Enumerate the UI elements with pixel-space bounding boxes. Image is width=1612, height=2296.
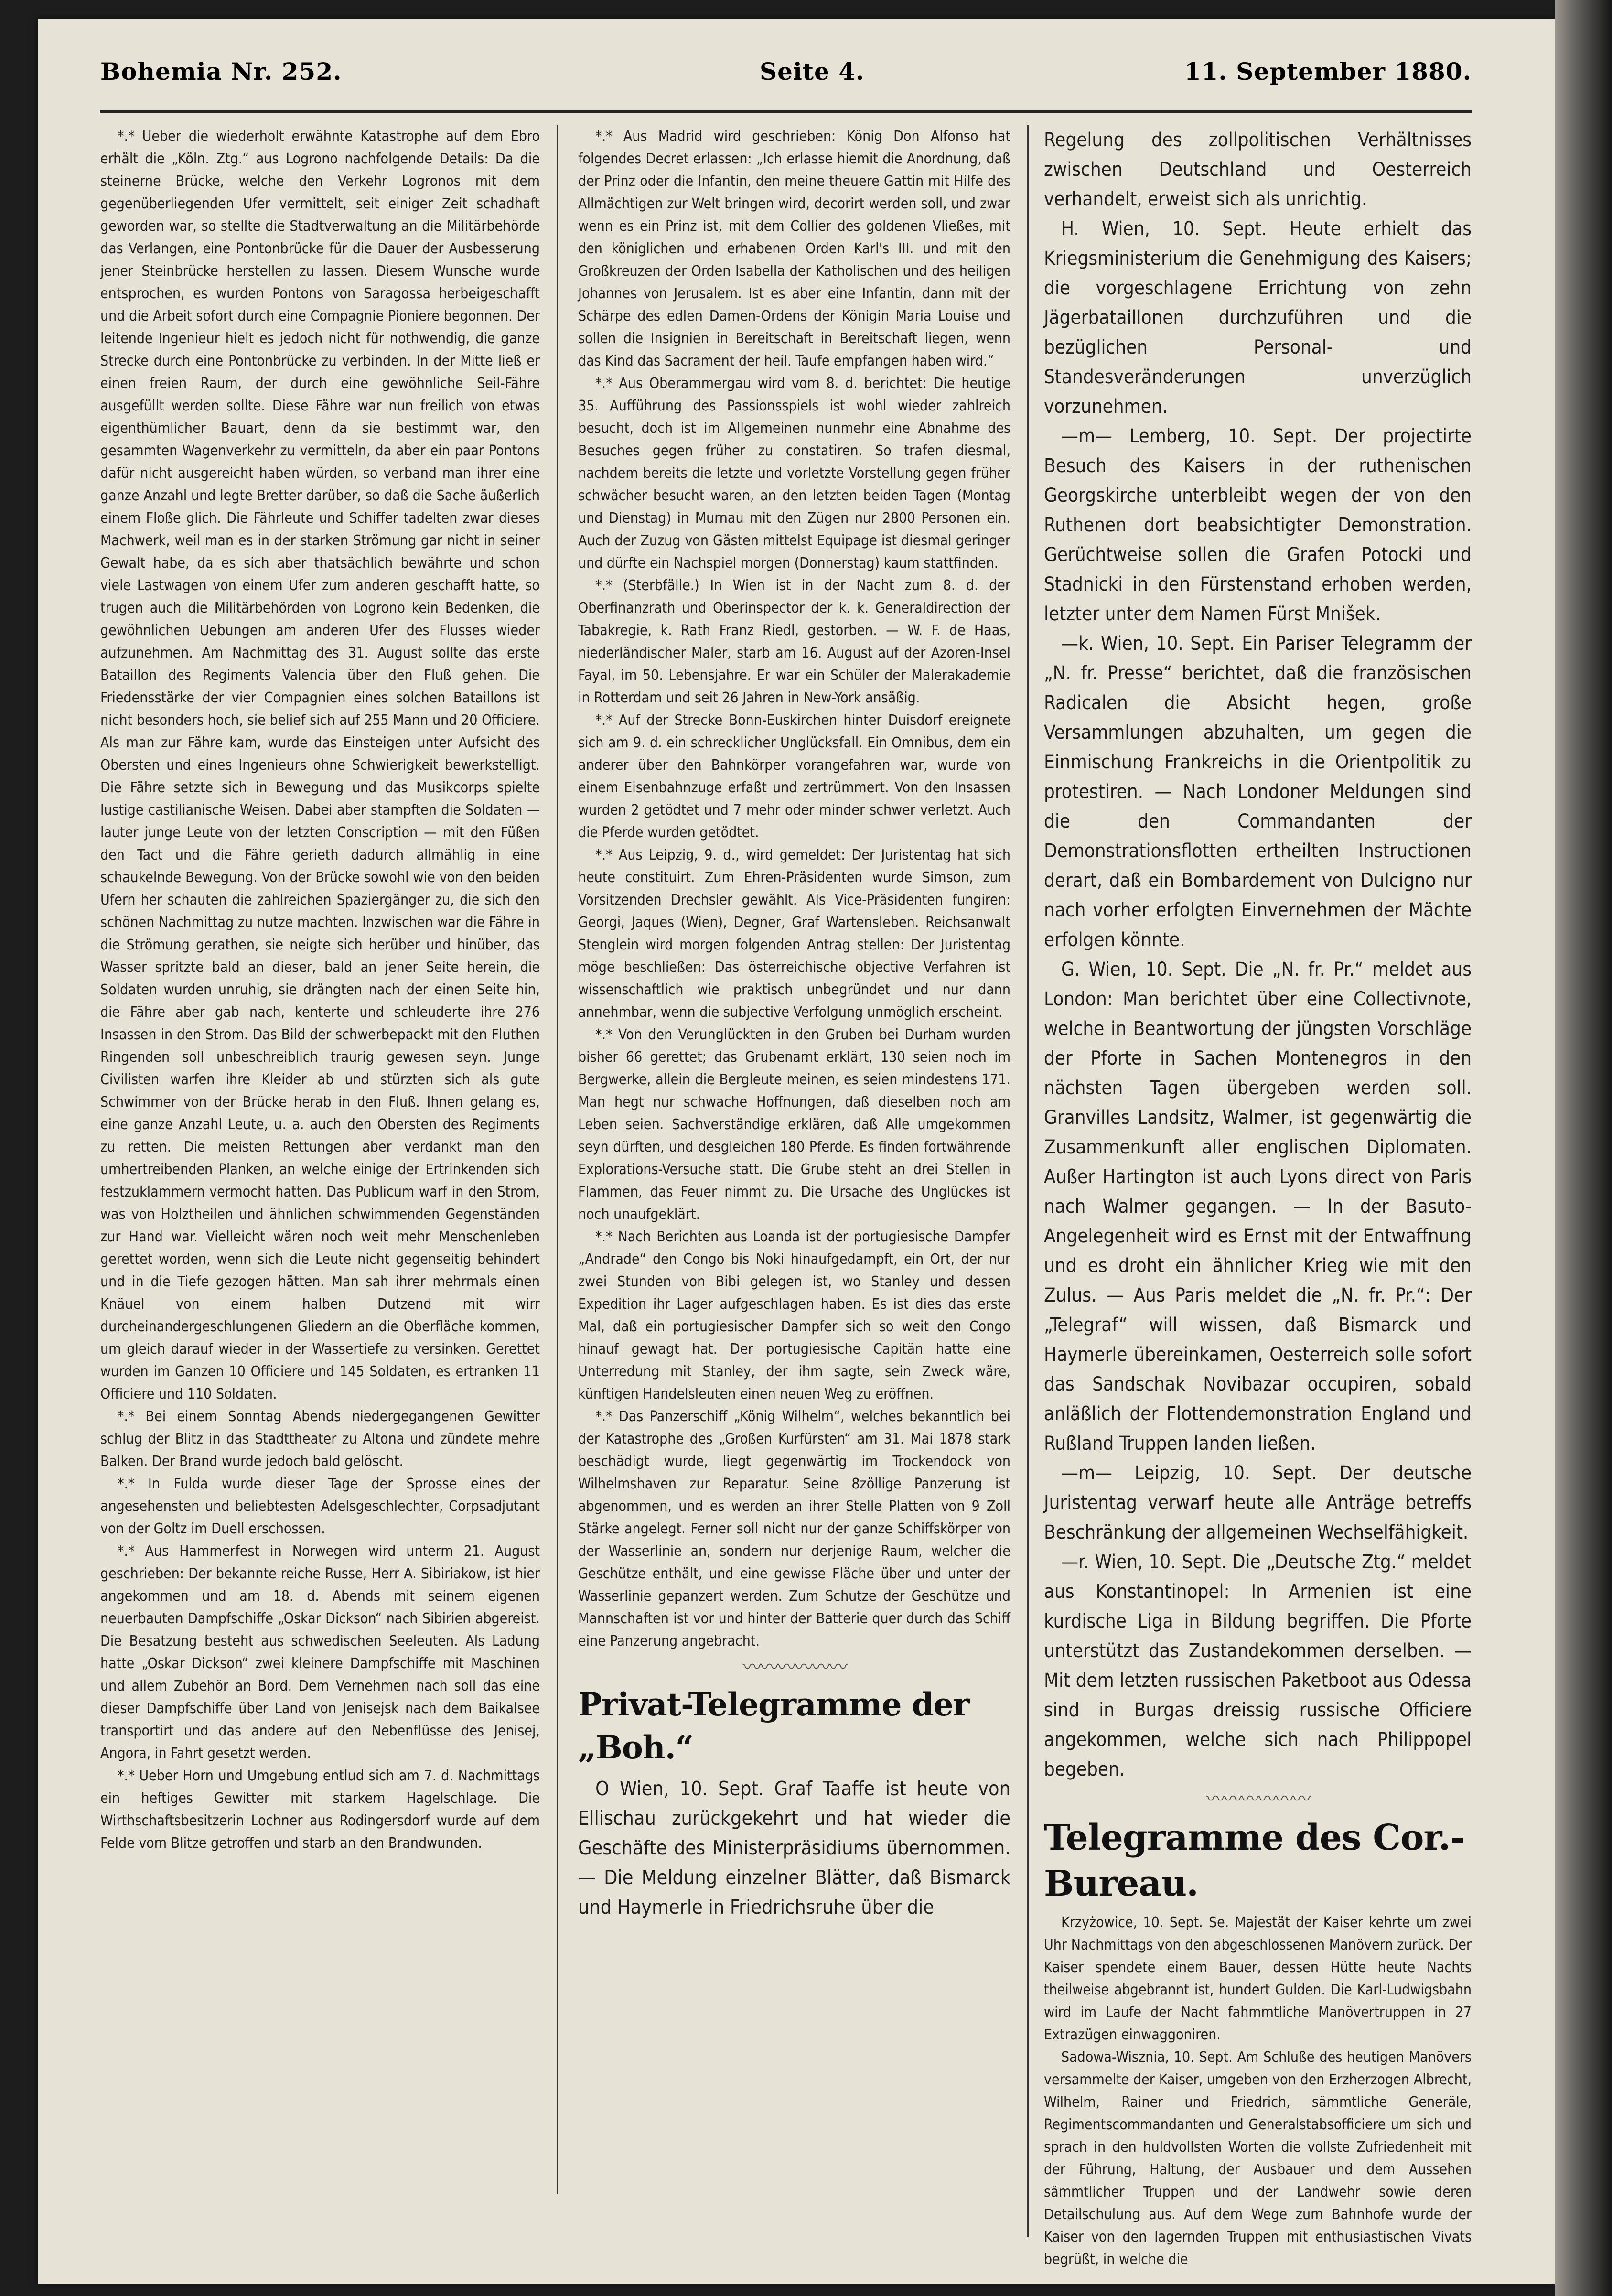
article-hammerfest: *.* Aus Hammerfest in Norwegen wird unterm 21. August geschrieben: Der bekannte reiche Russe, Herr A. Sibiriakow, ist hier angekommen und am 18. d. Abends mit seinem eigenen neuerbauten Dampfschiffe „Oskar Dickson“ nach Sibirien abgereist. Die Besatzung besteht aus schwedischen Seeleuten. Als Ladung hatte „Oskar Dickson“ zwei kleinere Dampfschiffe mit Maschinen und allem Zubehör an Bord. Dem Vernehmen nach soll das eine dieser Dampfschiffe über Land von Jenisejsk nach dem Baikalsee transportirt und das andere auf den Nebenflüsse des Jenisej, Angora, in Fahrt gesetzt werden. (100, 1543, 540, 1762)
page-edge-shadow (1555, 0, 1612, 2296)
article-leipzig-juristentag: *.* Aus Leipzig, 9. d., wird gemeldet: Der Juristentag hat sich heute constituirt. Zum Ehren-Präsidenten wurde Simson, zum Vorsitzenden Drechsler gewählt. Als Vice-Präsidenten fungiren: Georgi, Jaques (Wien), Degner, Graf Wartensleben. Reichsanwalt Stenglein wird morgen folgenden Antrag stellen: Der Juristentag möge beschließen: Das österreichische objective Verfahren ist wissenschaftlich wie praktisch unbegründet und nur dann annehmbar, wenn die subjective Verfolgung unmöglich erscheint. (578, 847, 1010, 1021)
telegram-sadowa-wisznia: Sadowa-Wisznia, 10. Sept. Am Schluße des heutigen Manövers versammelte der Kaiser, umgeben von den Erzherzogen Albrecht, Wilhelm, Rainer und Friedrich, sämmtliche Generäle, Regimentscommandanten und Generalstabsofficiere um sich und sprach in den huldvollsten Worten die vollste Zufriedenheit mit der Führung, Haltung, der Ausbauer und dem Aussehen sämmtlicher Truppen und der Landwehr sowie deren Detailschulung aus. Auf dem Wege zum Bahnhofe wurde der Kaiser von den lagernden Truppen mit enthusiastischen Vivats begrüßt, in welche die (1044, 2049, 1472, 2268)
article-fulda-duel: *.* In Fulda wurde dieser Tage der Sprosse eines der angesehensten und beliebtesten Adelsgeschlechter, Corpsadjutant von der Goltz im Duell erschossen. (100, 1476, 540, 1537)
article-madrid-decree: *.* Aus Madrid wird geschrieben: König Don Alfonso hat folgendes Decret erlassen: „Ich erlasse hiemit die Anordnung, daß der Prinz oder die Infantin, den meine theuere Gattin mit Hilfe des Allmächtigen zur Welt bringen wird, decorirt werden soll, und zwar wenn es ein Prinz ist, mit dem Collier des goldenen Vließes, mit den königlichen und erhabenen Orden Karl's III. und mit den Großkreuzen der Orden Isabella der Katholischen und des heiligen Johannes von Jerusalem. Ist es aber eine Infantin, dann mit der Schärpe des edlen Damen-Ordens der Königin Maria Louise und sollen die Insignien in Bereitschaft in Bereitschaft liegen, wenn das Kind das Sacrament der heil. Taufe empfangen haben wird.“ (578, 128, 1010, 369)
column-rule-2 (1027, 125, 1029, 2237)
section-divider-2: 〰〰〰〰〰〰 (1206, 1788, 1310, 1810)
telegram-leipzig: —m— Leipzig, 10. Sept. Der deutsche Juristentag verwarf heute alle Anträge betreffs Beschränkung der allgemeinen Wechselfähigkeit. (1044, 1462, 1472, 1543)
article-altona-lightning: *.* Bei einem Sonntag Abends niedergegangenen Gewitter schlug der Blitz in das Stadttheater zu Altona und zündete mehre Balken. Der Brand wurde jedoch bald gelöscht. (100, 1408, 540, 1470)
column-3 (1044, 125, 1472, 2271)
article-loanda-congo: *.* Nach Berichten aus Loanda ist der portugiesische Dampfer „Andrade“ den Congo bis Noki hinaufgedampft, ein Ort, der nur zwei Stunden von Bibi gelegen ist, wo Stanley und dessen Expedition ihr Lager aufgeschlagen haben. Es ist dies das erste Mal, daß ein portugiesischer Dampfer sich so weit den Congo hinauf gewagt hat. Der portugiesische Capitän hatte eine Unterredung mit Stanley, der ihm sagte, sein Zweck wäre, künftigen Handelsleuten einen neuen Weg zu eröffnen. (578, 1229, 1010, 1402)
telegram-wien-london: G. Wien, 10. Sept. Die „N. fr. Pr.“ meldet aus London: Man berichtet über eine Collectivnote, welche in Beantwortung der jüngsten Vorschläge der Pforte in Sachen Montenegros in den nächsten Tagen übergeben werden soll. Granvilles Landsitz, Walmer, ist gegenwärtig die Zusammenkunft aller englischen Diplomaten. Außer Hartington ist auch Lyons direct von Paris nach Walmer gegangen. — In der Basuto-Angelegenheit wird es Ernst mit der Entwaffnung und es droht ein ähnlicher Krieg wie mit den Zulus. — Aus Paris meldet die „N. fr. Pr.“: Der „Telegraf“ will wissen, daß Bismarck und Haymerle übereinkamen, Oesterreich solle sofort das Sandschak Novibazar occupiren, sobald anläßlich der Flottendemonstration England und Rußland Truppen landen ließen. (1044, 959, 1472, 1455)
article-bonn-accident: *.* Auf der Strecke Bonn-Euskirchen hinter Duisdorf ereignete sich am 9. d. ein schrecklicher Unglücksfall. Ein Omnibus, dem ein anderer über den Bahnkörper vorangefahren war, wurde von einem Eisenbahnzuge erfaßt und zertrümmert. Von den Insassen wurden 2 getödtet und 7 mehr oder minder schwer verletzt. Auch die Pferde wurden getödtet. (578, 712, 1010, 841)
section-divider: 〰〰〰〰〰〰 (742, 1656, 846, 1678)
issue-date: 11. September 1880. (1184, 57, 1472, 86)
page-header (100, 57, 1472, 110)
page-number: Seite 4. (760, 57, 865, 86)
telegram-continuation: Regelung des zollpolitischen Verhältnisses zwischen Deutschland und Oesterreich verhandelt, erweist sich als unrichtig. (1044, 129, 1472, 210)
article-horn-storm: *.* Ueber Horn und Umgebung entlud sich am 7. d. Nachmittags ein heftiges Gewitter mit starkem Hagelschlage. Die Wirthschaftsbesitzerin Lochner aus Rodingersdorf wurde auf dem Felde vom Blitze getroffen und starb an den Brandwunden. (100, 1768, 540, 1852)
telegram-wien-jaeger: H. Wien, 10. Sept. Heute erhielt das Kriegsministerium die Genehmigung des Kaisers; die vorgeschlagene Errichtung von zehn Jägerbataillonen durchzuführen und die bezüglichen Personal- und Standesveränderungen unverzüglich vorzunehmen. (1044, 218, 1472, 418)
column-rule-1 (557, 125, 558, 2194)
article-durham-mine: *.* Von den Verunglückten in den Gruben bei Durham wurden bisher 66 gerettet; das Grubenamt erklärt, 130 seien noch im Bergwerke, allein die Bergleute meinen, es seien mindestens 171. Man hegt nur schwache Hoffnungen, daß dieselben noch am Leben seien. Sachverständige erklären, daß Alle umgekommen seyn dürften, und desgleichen 180 Pferde. Es finden fortwährende Explorations-Versuche statt. Die Grube steht an drei Stellen in Flammen, das Feuer nimmt zu. Die Ursache des Unglückes ist noch unaufgeklärt. (578, 1026, 1010, 1223)
private-telegrams-heading: Privat-Telegramme der „Boh.“ (578, 1686, 969, 1766)
telegram-wien-taaffe: O Wien, 10. Sept. Graf Taaffe ist heute von Ellischau zurückgekehrt und hat wieder die Geschäfte des Ministerpräsidiums übernommen. — Die Meldung einzelner Blätter, daß Bismarck und Haymerle in Friedrichsruhe über die (578, 1777, 1010, 1919)
telegram-krzyzowice: Krzyżowice, 10. Sept. Se. Majestät der Kaiser kehrte um zwei Uhr Nachmittags von den abgeschlossenen Manövern zurück. Der Kaiser spendete einem Bauer, dessen Hütte heute Nachts theilweise abgebrannt ist, hundert Gulden. Die Karl-Ludwigsbahn wird im Laufe der Nacht fahmmtliche Manövertruppen in 27 Extrazügen einwaggoniren. (1044, 1914, 1472, 2043)
header-rule (100, 110, 1472, 113)
column-1 (100, 125, 540, 1854)
article-ebro-catastrophe: *.* Ueber die wiederholt erwähnte Katastrophe auf dem Ebro erhält die „Köln. Ztg.“ aus Logrono nachfolgende Details: Da die steinerne Brücke, welche den Verkehr Logronos mit dem gegenüberliegenden Ufer vermittelt, seit einiger Zeit schadhaft geworden war, so stellte die Stadtverwaltung an die Militärbehörde das Verlangen, eine Pontonbrücke für die Dauer der Ausbesserung jener Steinbrücke herstellen zu lassen. Diesem Wunsche wurde entsprochen, es wurden Pontons von Saragossa herbeigeschafft und die Arbeit sofort durch eine Compagnie Pioniere begonnen. Der leitende Ingenieur hielt es jedoch nicht für nothwendig, die ganze Strecke durch eine Pontonbrücke zu verbinden. In der Mitte ließ er einen freien Raum, der durch eine gewöhnliche Seil-Fähre ausgefüllt werden sollte. Diese Fähre war nun freilich von etwas eigenthümlicher Bauart, denn da sie bestimmt war, den gesammten Wagenverkehr zu vermitteln, da aber ein paar Pontons dafür nicht ausgereicht haben würden, so verband man ihrer eine ganze Anzahl und legte Bretter darüber, so daß die Sache äußerlich einem Floße glich. Die Fährleute und Schiffer tadelten zwar dieses Machwerk, weil man es in der starken Strömung gar nicht in seiner Gewalt habe, da es sich aber thatsächlich bewährte und schon viele Lastwagen von einem Ufer zum anderen geschafft hatte, so trugen auch die Militärbehörden von Logrono kein Bedenken, die gewöhnlichen Uebungen am anderen Ufer des Flusses wieder aufzunehmen. Am Nachmittag des 31. August sollte das erste Bataillon des Regiments Valencia über den Fluß gehen. Die Friedensstärke der vier Compagnien eines solchen Bataillons ist nicht besonders hoch, sie belief sich auf 255 Mann und 20 Officiere. Als man zur Fähre kam, wurde das Einsteigen unter Aufsicht des Obersten und eines Ingenieurs ohne Schwierigkeit bewerkstelligt. Die Fähre setzte sich in Bewegung und das Musikcorps spielte lustige castilianische Weisen. Dabei aber stampften die Soldaten — lauter junge Leute von der letzten Conscription — mit den Füßen den Tact und die Fähre gerieth dadurch allmählig in eine schaukelnde Bewegung. Von der Brücke sowohl wie von den beiden Ufern her schauten die zahlreichen Spaziergänger zu, die sich den schönen Nachmittag zu nutze machten. Inzwischen war die Fähre in die Strömung gerathen, sie neigte sich herüber und hinüber, das Wasser spritzte bald an dieser, bald an jener Seite herein, die Soldaten wurden unruhig, sie drängten nach der einen Seite hin, die Fähre aber gab nach, kenterte und schleuderte ihre 276 Insassen in den Strom. Das Bild der schwerbepackt mit den Fluthen Ringenden soll unbeschreiblich traurig gewesen seyn. Junge Civilisten warfen ihre Kleider ab und stürzten sich als gute Schwimmer von der Brücke herab in den Fluß. Ihnen gelang es, eine ganze Anzahl Leute, u. a. auch den Obersten des Regiments zu retten. Die meisten Rettungen aber verdankt man den umhertreibenden Planken, an welche einige der Ertrinkenden sich festzuklammern vermocht hatten. Das Publicum warf in den Strom, was von Holztheilen und ähnlichen schwimmenden Gegenständen zur Hand war. Vielleicht wären noch weit mehr Menschenleben gerettet worden, wenn sich die Leute nicht gegenseitig behindert und in die Tiefe gezogen hätten. Man sah ihrer mehrmals einen Knäuel von einem halben Dutzend mit wirr durcheinandergeschlungenen Gliedern an die Oberfläche kommen, um gleich darauf wieder in der Wassertiefe zu versinken. Gerettet wurden im Ganzen 10 Officiere und 145 Soldaten, es ertranken 11 Officiere und 110 Soldaten. (100, 128, 540, 1402)
column-2 (578, 125, 1010, 1922)
telegram-wien-paris: —k. Wien, 10. Sept. Ein Pariser Telegramm der „N. fr. Presse“ berichtet, daß die französischen Radicalen die Absicht hegen, große Versammlungen abzuhalten, um gegen die Einmischung Frankreichs in die Orientpolitik zu protestiren. — Nach Londoner Meldungen sind die den Commandanten der Demonstrationsflotten ertheilten Instructionen derart, daß ein Bombardement von Dulcigno nur nach vorher erfolgten Einvernehmen der Mächte erfolgen könnte. (1044, 633, 1472, 951)
article-deaths: *.* (Sterbfälle.) In Wien ist in der Nacht zum 8. d. der Oberfinanzrath und Oberinspector der k. k. Generaldirection der Tabakregie, k. Rath Franz Riedl, gestorben. — W. F. de Haas, niederländischer Maler, starb am 16. August auf der Azoren-Insel Fayal, im 50. Lebensjahre. Er war ein Schüler der Malerakademie in Rotterdam und seit 26 Jahren in New-York ansäßig. (578, 577, 1010, 706)
masthead-issue: Bohemia Nr. 252. (100, 57, 342, 86)
article-oberammergau: *.* Aus Oberammergau wird vom 8. d. berichtet: Die heutige 35. Aufführung des Passionsspiels ist wohl wieder zahlreich besucht, doch ist im Allgemeinen nunmehr eine Abnahme des Besuches gegen früher zu constatiren. So trafen diesmal, nachdem bereits die letzte und vorletzte Vorstellung gegen früher schwächer besucht waren, an den letzten beiden Tagen (Montag und Dienstag) in Murnau mit den Zügen nur 2800 Personen ein. Auch der Zuzug von Gästen mittelst Equipage ist diesmal geringer und dürfte ein Nachspiel morgen (Donnerstag) kaum stattfinden. (578, 375, 1010, 571)
telegram-wien-konstantinopel: —r. Wien, 10. Sept. Die „Deutsche Ztg.“ meldet aus Konstantinopel: In Armenien ist eine kurdische Liga in Bildung begriffen. Die Pforte unterstützt das Zustandekommen derselben. — Mit dem letzten russischen Paketboot aus Odessa sind in Burgas dreissig russische Officiere angekommen, welche sich nach Philippopel begeben. (1044, 1551, 1472, 1780)
telegram-lemberg: —m— Lemberg, 10. Sept. Der projectirte Besuch des Kaisers in der ruthenischen Georgskirche unterbleibt wegen der von den Ruthenen dort beabsichtigter Demonstration. Gerüchtweise sollen die Grafen Potocki und Stadnicki in den Fürstenstand erhoben werden, letzter unter dem Namen Fürst Mnišek. (1044, 425, 1472, 625)
cor-bureau-heading: Telegramme des Cor.-Bureau. (1044, 1817, 1465, 1904)
article-koenig-wilhelm: *.* Das Panzerschiff „König Wilhelm“, welches bekanntlich bei der Katastrophe des „Großen Kurfürsten“ am 31. Mai 1878 stark beschädigt wurde, liegt gegenwärtig im Trockendock von Wilhelmshaven zur Reparatur. Seine 8zöllige Panzerung ist abgenommen, und es werden an ihrer Stelle Platten von 9 Zoll Stärke angelegt. Ferner soll nicht nur der ganze Schiffskörper von der Wasserlinie an, sondern nur derjenige Raum, welcher die Geschütze enthält, und eine gewisse Fläche über und unter der Wasserlinie gepanzert werden. Zum Schutze der Geschütze und Mannschaften ist vor und hinter der Batterie quer durch das Schiff eine Panzerung angebracht. (578, 1408, 1010, 1649)
